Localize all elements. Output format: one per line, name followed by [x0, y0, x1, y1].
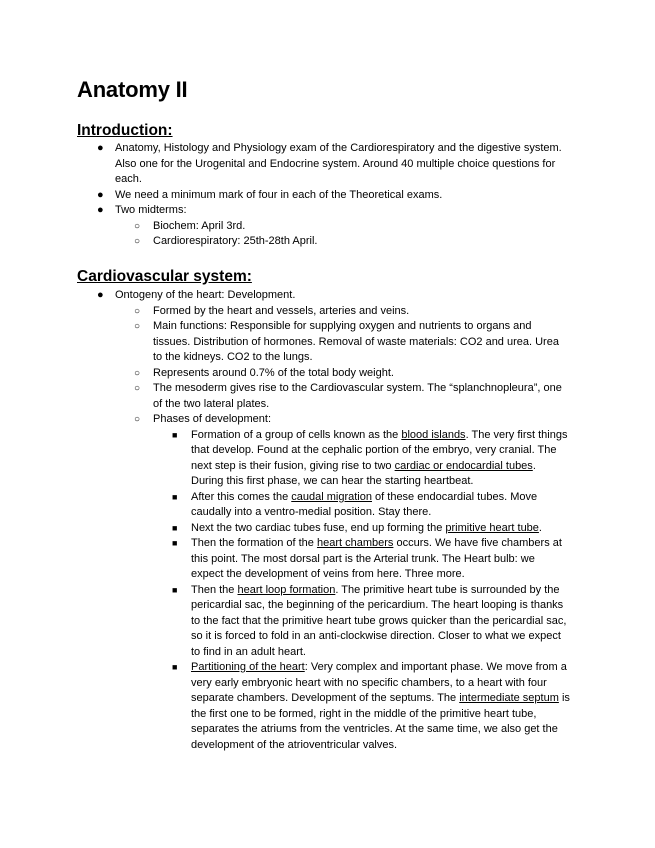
list-item: ○ Cardiorespiratory: 25th-28th April. — [153, 234, 570, 250]
list-item: ● We need a minimum mark of four in each of the Theoretical exams. — [115, 188, 570, 204]
list-item: ■ After this comes the caudal migration of these endocardial tubes. Move caudally into a ventro-medial position. Stay there. — [172, 490, 538, 518]
bullet-square-icon: ■ — [172, 662, 178, 672]
bullet-square-icon: ■ — [172, 584, 178, 595]
bullet-square-icon: ■ — [172, 491, 178, 502]
list-item: ○ Biochem: April 3rd. — [153, 219, 570, 235]
list-item: ■ Formation of a group of cells known as the blood islands. The very first things that develop. Found at the cephalic portion of the embryo, very cranial. The next step is their fusion, giving rise to two cardiac or endocardial tubes. During this first phase, we can hear the starting heartbeat. — [172, 428, 568, 487]
list-item: ■ Partitioning of the heart: Very complex and important phase. We move from a very early embryonic heart with no specific chambers, to a heart with four separate chambers. Development of the septums. The intermediate septum is the first one to be formed, right in the middle of the primitive heart tube, separates the atriums from the ventricles. At the same time, we also get the development of the atrioventricular valves. — [172, 661, 570, 751]
bullet-circle-icon: ○ — [134, 321, 141, 332]
bullet-circle-icon: ○ — [134, 236, 141, 247]
list-item: ○ Formed by the heart and vessels, arteries and veins. — [153, 304, 570, 320]
phases-list — [172, 428, 570, 754]
underlined-term: blood islands — [401, 428, 466, 441]
list-item: ● Two midterms: ○ Biochem: April 3rd. ○ Cardiorespiratory: 25th-28th April. — [115, 203, 570, 250]
document-title: Anatomy II — [77, 77, 188, 102]
bullet-disc-icon: ● — [97, 188, 104, 201]
list-item: ● Ontogeny of the heart: Development. ○ Formed by the heart and vessels, arteries and veins. ○ Main functions: Responsible for supplying oxygen and nutrients to organs and tissues. Distribution of hormones. Removal of waste materials: CO2 and urea. Urea to the kidneys. CO2 to the lungs. ○ Represents around 0.7% of the total body weight. ○ The mesoderm gives rise to the Cardiovascular system. The “splanchnopleura”, one of the two lateral plates. ○ Phases of development: ■ Formation of a group of cells known as the blood islands. The very first things that develop. Found at the cephalic portion of the embryo, very cranial. The next step is their fusion, giving rise to two cardiac or endocardial tubes. During this first phase, we can hear the starting heartbeat. ■ After this comes the caudal migration of these endocardial tubes. Move caudally into a ventro-medial position. Stay there. ■ Next the two cardiac tubes fuse, end up forming the primitive heart tube. ■ Then the formation of the heart chambers occurs. We have five chambers at this point. The most dorsal part is the Arterial trunk. The Heart bulb: we expect the development of veins from here. Three more. ■ Then the heart loop formation. The primitive heart tube is surrounded by the pericardial sac, the beginning of the pericardium. The heart looping is thanks to the fact that the primitive heart tube grows quicker than the pericardial sac, so it is forced to fold in an anti-clockwise direction. Closer to what we expect to find in an adult heart. ■ Partitioning of the heart: Very complex and important phase. We move from a very early embryonic heart with no specific chambers, to a heart with four separate chambers. Development of the septums. The intermediate septum is the first one to be formed, right in the middle of the primitive heart tube, separates the atriums from the ventricles. At the same time, we also get the development of the atrioventricular valves. — [115, 288, 570, 753]
cardiovascular-list — [97, 288, 570, 753]
underlined-term: intermediate septum — [459, 692, 559, 704]
bullet-circle-icon: ○ — [134, 367, 141, 379]
underlined-term: primitive heart tube — [445, 521, 539, 534]
bullet-disc-icon: ● — [97, 289, 104, 301]
list-item: ■ Next the two cardiac tubes fuse, end up forming the primitive heart tube. — [191, 521, 570, 537]
underlined-term: cardiac or endocardial tubes — [394, 459, 533, 472]
underlined-term: heart chambers — [316, 537, 394, 549]
introduction-heading: Introduction: — [77, 122, 173, 139]
cardiovascular-heading: Cardiovascular system: — [77, 268, 252, 285]
list-item: ● Anatomy, Histology and Physiology exam of the Cardiorespiratory and the digestive system. Also one for the Urogenital and Endocrine system. Around 40 multiple choice questions for each. — [97, 142, 562, 185]
bullet-circle-icon: ○ — [134, 305, 141, 317]
bullet-square-icon: ■ — [172, 538, 178, 548]
bullet-disc-icon: ● — [97, 204, 104, 216]
underlined-term: heart loop formation — [237, 583, 336, 596]
list-item: ○ The mesoderm gives rise to the Cardiovascular system. The “splanchnopleura”, one of the two lateral plates. — [134, 382, 562, 410]
list-item: ○ Represents around 0.7% of the total body weight. — [153, 366, 570, 382]
bullet-circle-icon: ○ — [134, 383, 141, 394]
list-item: ■ Then the heart loop formation. The primitive heart tube is surrounded by the pericardial sac, the beginning of the pericardium. The heart looping is thanks to the fact that the primitive heart tube grows quicker than the pericardial sac, so it is forced to fold in an anti-clockwise direction. Closer to what we expect to find in an adult heart. — [172, 583, 567, 658]
list-item: ○ Main functions: Responsible for supplying oxygen and nutrients to organs and tissues. Distribution of hormones. Removal of waste materials: CO2 and urea. Urea to the kidneys. CO2 to the lungs. — [134, 320, 559, 363]
bullet-square-icon: ■ — [172, 429, 178, 440]
introduction-list — [97, 141, 570, 250]
ontogeny-list — [134, 304, 570, 754]
bullet-circle-icon: ○ — [134, 220, 141, 232]
underlined-term: Partitioning of the heart — [191, 661, 305, 673]
bullet-circle-icon: ○ — [134, 414, 141, 425]
list-item: ■ Then the formation of the heart chambers occurs. We have five chambers at this point. The most dorsal part is the Arterial trunk. The Heart bulb: we expect the development of veins from here. Three more. — [172, 537, 562, 580]
list-item: ○ Phases of development: ■ Formation of a group of cells known as the blood islands. The very first things that develop. Found at the cephalic portion of the embryo, very cranial. The next step is their fusion, giving rise to two cardiac or endocardial tubes. During this first phase, we can hear the starting heartbeat. ■ After this comes the caudal migration of these endocardial tubes. Move caudally into a ventro-medial position. Stay there. ■ Next the two cardiac tubes fuse, end up forming the primitive heart tube. ■ Then the formation of the heart chambers occurs. We have five chambers at this point. The most dorsal part is the Arterial trunk. The Heart bulb: we expect the development of veins from here. Three more. ■ Then the heart loop formation. The primitive heart tube is surrounded by the pericardial sac, the beginning of the pericardium. The heart looping is thanks to the fact that the primitive heart tube grows quicker than the pericardial sac, so it is forced to fold in an anti-clockwise direction. Closer to what we expect to find in an adult heart. ■ Partitioning of the heart: Very complex and important phase. We move from a very early embryonic heart with no specific chambers, to a heart with four separate chambers. Development of the septums. The intermediate septum is the first one to be formed, right in the middle of the primitive heart tube, separates the atriums from the ventricles. At the same time, we also get the development of the atrioventricular valves. — [153, 412, 570, 753]
bullet-square-icon: ■ — [172, 522, 178, 533]
bullet-disc-icon: ● — [97, 142, 104, 154]
underlined-term: caudal migration — [291, 490, 372, 503]
